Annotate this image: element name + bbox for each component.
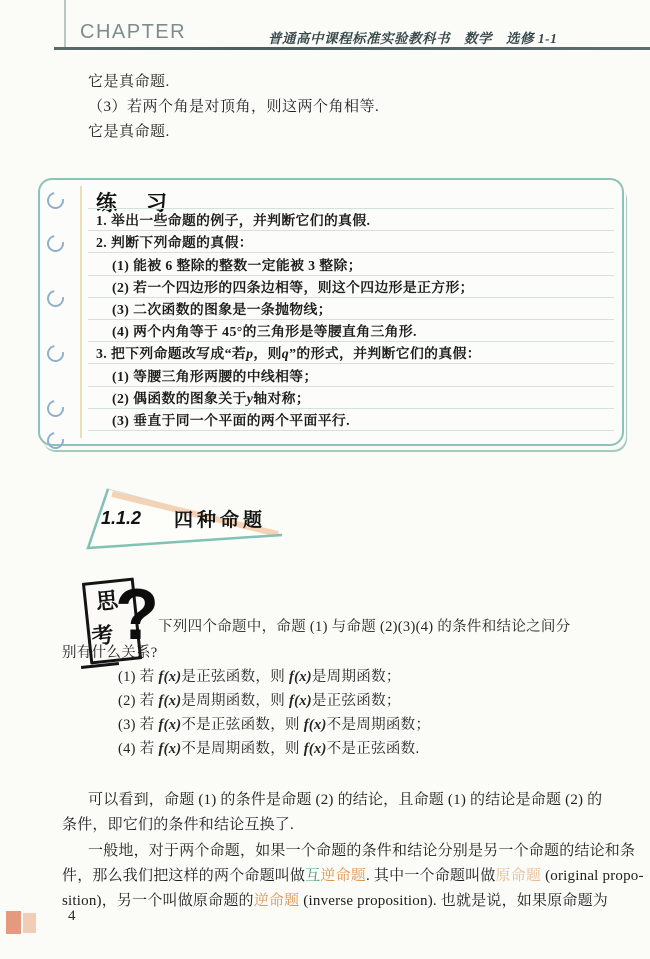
math-var-y: y: [246, 390, 254, 406]
intro-line: 它是真命题.: [88, 74, 170, 90]
math-fx: f(x): [158, 693, 182, 709]
body-line: 条件，即它们的条件和结论互换了.: [62, 817, 294, 833]
term-mutual-inverse: 互: [305, 868, 321, 884]
body-text: sition)，另一个叫做原命题的: [62, 893, 254, 909]
practice-item: [88, 364, 614, 386]
practice-item-text: (3) 垂直于同一个平面的两个平面平行.: [112, 412, 350, 428]
practice-item-text: (4) 两个内角等于 45°的三角形是等腰直角三角形.: [112, 324, 417, 340]
practice-title: 练 习: [96, 192, 171, 215]
body-line: 一般地，对于两个命题，如果一个命题的条件和结论分别是另一个命题的结论和条: [88, 843, 636, 859]
header-vertical-divider: [64, 0, 66, 47]
practice-item: [88, 409, 614, 431]
body-line: 可以看到，命题 (1) 的条件是命题 (2) 的结论，且命题 (1) 的结论是命题 (2) 的: [88, 792, 603, 808]
question-mark-icon: ?: [115, 575, 159, 655]
body-line: [62, 864, 644, 885]
book-title: 普通高中课程标准实验教科书 数学 选修 1-1: [268, 31, 558, 46]
think-item-text: 不是周期函数；: [326, 717, 431, 733]
math-fx: f(x): [303, 741, 327, 757]
think-item-text: (1) 若: [118, 669, 159, 685]
math-var-p: p: [246, 346, 254, 362]
think-item-text: 不是正弦函数，则: [181, 717, 304, 733]
think-item: [118, 665, 401, 686]
practice-item: [88, 320, 614, 342]
practice-rows: [88, 185, 614, 431]
think-char-top: 思: [94, 587, 120, 615]
section-number: 1.1.2: [101, 508, 142, 528]
binder-hole-icon: [44, 232, 68, 256]
practice-item: [88, 253, 614, 275]
page-number: 4: [68, 908, 76, 924]
think-item-text: 是正弦函数，则: [181, 669, 289, 685]
math-fx: f(x): [288, 693, 312, 709]
practice-item-text: ，则: [253, 346, 282, 362]
think-item-text: 是正弦函数；: [311, 693, 401, 709]
think-item: [118, 737, 419, 758]
binder-hole-icon: [44, 189, 68, 213]
page-edge-mark: [6, 911, 21, 934]
binder-hole-icon: [44, 287, 68, 311]
practice-item-text: (1) 等腰三角形两腰的中线相等；: [112, 368, 318, 384]
practice-item-text: 2. 判断下列命题的真假：: [96, 235, 253, 251]
binder-hole-icon: [44, 342, 68, 366]
practice-item-text: 轴对称；: [253, 390, 311, 406]
think-item: [118, 689, 401, 710]
practice-item: [88, 298, 614, 320]
intro-line: （3）若两个角是对顶角，则这两个角相等.: [88, 99, 380, 115]
ruled-line: [88, 185, 614, 209]
body-line: [62, 889, 608, 910]
practice-item: [88, 209, 614, 231]
practice-item-text: ”的形式，并判断它们的真假：: [289, 346, 481, 362]
term-mutual-inverse: 逆命题: [320, 868, 367, 884]
section-title: 四种命题: [174, 510, 267, 531]
page-edge-mark: [23, 913, 36, 933]
math-fx: f(x): [158, 717, 182, 733]
math-fx: f(x): [303, 717, 327, 733]
header-rule: [54, 47, 650, 50]
think-item-text: (4) 若: [118, 741, 159, 757]
practice-item-text: (2) 若一个四边形的四条边相等，则这个四边形是正方形；: [112, 279, 474, 295]
math-var-q: q: [281, 346, 290, 362]
practice-item: [88, 387, 614, 409]
think-item-text: 是周期函数，则: [181, 693, 289, 709]
notebook-margin-line: [80, 186, 82, 438]
binder-hole-icon: [44, 397, 68, 421]
think-item-text: 是周期函数；: [311, 669, 401, 685]
think-item: [118, 713, 430, 734]
think-item-text: (2) 若: [118, 693, 159, 709]
think-item-text: 不是正弦函数.: [326, 741, 420, 757]
body-text: 件，那么我们把这样的两个命题叫做: [62, 868, 306, 884]
body-text: (inverse proposition). 也就是说，如果原命题为: [299, 893, 609, 909]
practice-item: [88, 231, 614, 253]
term-inverse-proposition: 逆命题: [253, 893, 300, 909]
think-item-text: 不是周期函数，则: [181, 741, 304, 757]
practice-item-text: 1. 举出一些命题的例子，并判断它们的真假.: [96, 213, 371, 229]
practice-item: [88, 276, 614, 298]
math-fx: f(x): [158, 669, 182, 685]
binder-hole-icon: [44, 429, 68, 453]
practice-item-text: (2) 偶函数的图象关于: [112, 390, 247, 406]
note-paper-underline: [81, 662, 119, 669]
practice-item-text: (3) 二次函数的图象是一条抛物线；: [112, 301, 332, 317]
practice-item: [88, 342, 614, 364]
term-original-proposition: 原命题: [495, 868, 542, 884]
practice-item-text: (1) 能被 6 整除的整数一定能被 3 整除；: [112, 257, 362, 273]
think-item-text: (3) 若: [118, 717, 159, 733]
think-char-bottom: 考: [90, 621, 115, 650]
math-fx: f(x): [158, 741, 182, 757]
practice-item-text: 3. 把下列命题改写成“若: [96, 346, 247, 362]
think-lead-line: 别有什么关系?: [62, 645, 158, 661]
think-lead-line: 下列四个命题中，命题 (1) 与命题 (2)(3)(4) 的条件和结论之间分: [158, 619, 571, 635]
body-text: (original propo-: [541, 868, 644, 884]
practice-box: [38, 178, 624, 446]
math-fx: f(x): [288, 669, 312, 685]
chapter-label: CHAPTER: [80, 21, 187, 43]
intro-line: 它是真命题.: [88, 124, 170, 140]
body-text: . 其中一个命题叫做: [366, 868, 496, 884]
